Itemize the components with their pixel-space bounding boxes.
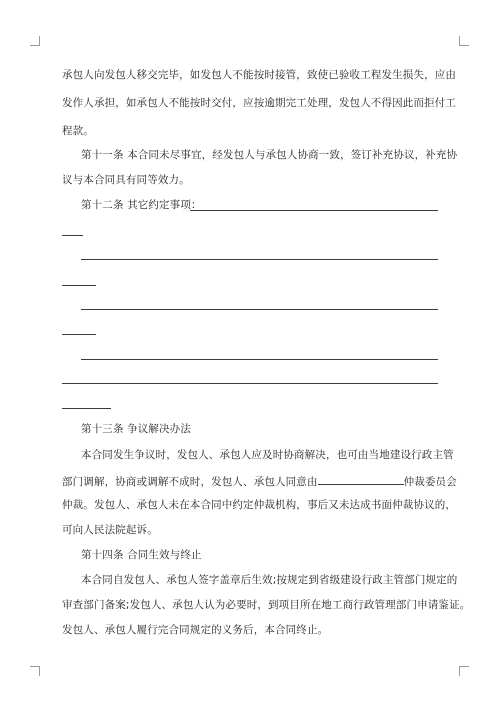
blank-line (62, 383, 438, 384)
blank-line (81, 259, 438, 260)
crop-mark-bottom-left (30, 666, 40, 676)
text-line: 发包人、承包人履行完合同规定的义务后，本合同终止。 (62, 624, 329, 636)
text-line: 议与本合同具有同等效力。 (62, 174, 190, 186)
article-13-heading: 第十三条 争议解决办法 (81, 423, 191, 435)
text-line: 发作人承担，如承包人不能按时交付，应按逾期完工处理，发包人不得因此而拒付工 (62, 97, 457, 109)
blank-line (190, 210, 438, 211)
blank-line (62, 285, 96, 286)
blank-line (62, 235, 83, 236)
text-segment: 部门调解，协商或调解不成时，发包人、承包人同意由 (62, 476, 318, 488)
article-11-heading: 第十一条 本合同未尽事宜，经发包人与承包人协商一致，签订补充协议，补充协 (81, 149, 458, 161)
blank-line (62, 408, 111, 409)
crop-mark-top-left (30, 36, 40, 46)
text-line: 本合同发生争议时，发包人、承包人应及时协商解决，也可由当地建设行政主管 (81, 449, 454, 461)
blank-line (81, 359, 438, 360)
text-line: 可向人民法院起诉。 (62, 524, 158, 536)
text-segment: 仲裁委员会 (403, 476, 457, 488)
text-line: 本合同自发包人、承包人签字盖章后生效;按规定到省级建设行政主管部门规定的 (81, 574, 458, 586)
text-line: 承包人向发包人移交完毕，如发包人不能按时接管，致使已验收工程发生损失，应由 (62, 69, 457, 81)
blank-line (81, 309, 438, 310)
blank-line (62, 334, 96, 335)
text-line: 仲裁。发包人、承包人未在本合同中约定仲裁机构，事后又未达成书面仲裁协议的， (62, 499, 457, 511)
article-14-heading: 第十四条 合同生效与终止 (81, 549, 202, 561)
text-line: 审查部门备案;发包人、承包人认为必要时，到项目所在地工商行政管理部门申请鉴证。 (62, 599, 471, 611)
crop-mark-top-right (459, 36, 469, 46)
arbitration-blank (318, 473, 404, 485)
article-12-heading: 第十二条 其它约定事项： (81, 199, 202, 211)
text-line: 程款。 (62, 125, 94, 137)
crop-mark-bottom-right (459, 666, 469, 676)
text-line-with-blank (62, 473, 457, 489)
